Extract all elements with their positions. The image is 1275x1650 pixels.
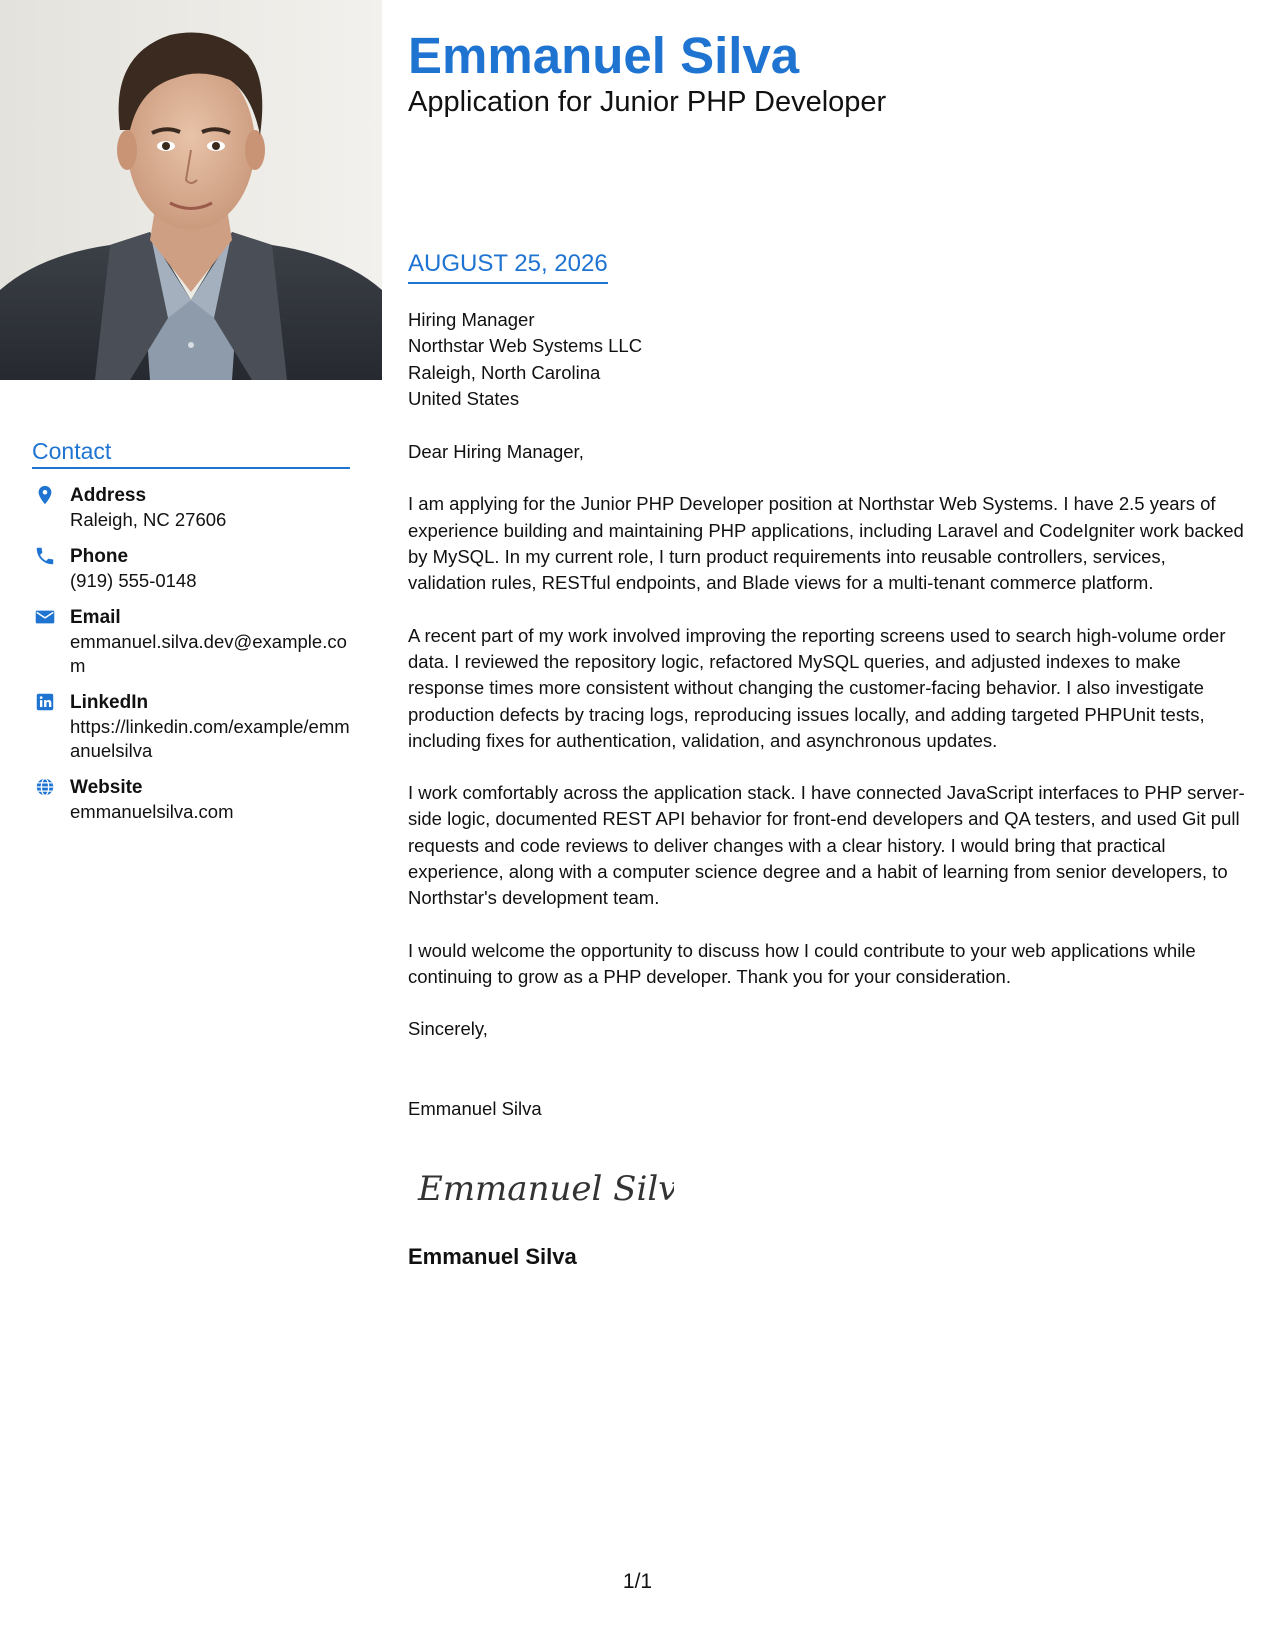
contact-value: emmanuelsilva.com bbox=[70, 801, 234, 822]
contact-label: Address bbox=[70, 485, 147, 506]
contact-website bbox=[32, 775, 350, 824]
linkedin-icon bbox=[34, 691, 56, 713]
contact-label: Website bbox=[70, 777, 143, 798]
letter-body bbox=[408, 307, 1248, 1122]
paragraph: I would welcome the opportunity to discuss how I could contribute to your web applications while continuing to grow as a PHP developer. Thank you for your consideration. bbox=[408, 939, 1196, 987]
contact-label: Phone bbox=[70, 546, 129, 567]
phone-icon bbox=[34, 545, 56, 567]
profile-photo bbox=[0, 0, 382, 380]
salutation: Dear Hiring Manager, bbox=[408, 441, 584, 463]
handwritten-signature bbox=[414, 1158, 674, 1218]
contact-phone bbox=[32, 544, 350, 593]
recipient-line: Northstar Web Systems LLC bbox=[408, 335, 643, 357]
closing: Sincerely, bbox=[408, 1018, 488, 1040]
recipient-line: Raleigh, North Carolina bbox=[408, 361, 601, 383]
application-subtitle: Application for Junior PHP Developer bbox=[408, 86, 887, 118]
contact-linkedin bbox=[32, 690, 350, 763]
applicant-name: Emmanuel Silva bbox=[408, 27, 800, 84]
paragraph: I am applying for the Junior PHP Developer position at Northstar Web Systems. I have 2.5 years of experience building and maintaining PHP applications, including Laravel and CodeIgniter work backed by MySQL. In my current role, I turn product requirements into reusable controllers, services, validation rules, RESTful endpoints, and Blade views for a multi-tenant commerce platform. bbox=[408, 493, 1244, 594]
contact-value: (919) 555-0148 bbox=[70, 570, 197, 591]
recipient-block bbox=[408, 307, 1248, 412]
letter-date: AUGUST 25, 2026 bbox=[408, 250, 608, 284]
printed-name: Emmanuel Silva bbox=[408, 1097, 542, 1119]
recipient-line: United States bbox=[408, 387, 520, 409]
globe-icon bbox=[34, 776, 56, 798]
signature-name: Emmanuel Silva bbox=[408, 1244, 577, 1269]
contact-value: https://linkedin.com/example/emmanuelsilva bbox=[70, 716, 350, 761]
contact-label: Email bbox=[70, 607, 121, 628]
contact-address bbox=[32, 483, 350, 532]
map-pin-icon bbox=[34, 484, 56, 506]
paragraph: A recent part of my work involved improving the reporting screens used to search high-volume order data. I reviewed the repository logic, refactored MySQL queries, and adjusted indexes to make response times more consistent without changing the customer-facing behavior. I also investigate production defects by tracing logs, reproducing issues locally, and adding targeted PHPUnit tests, including fixes for authentication, validation, and asynchronous updates. bbox=[408, 624, 1226, 751]
contact-section bbox=[32, 438, 350, 824]
contact-value: emmanuel.silva.dev@example.com bbox=[70, 631, 347, 676]
paragraph: I work comfortably across the application stack. I have connected JavaScript interfaces to PHP server-side logic, documented REST API behavior for front-end developers and QA testers, and used Git pull requests and code reviews to deliver changes with a clear history. I would bring that practical experience, along with a computer science degree and a habit of learning from senior developers, to Northstar's development team. bbox=[408, 782, 1245, 909]
envelope-icon bbox=[34, 606, 56, 628]
contact-label: LinkedIn bbox=[70, 692, 149, 713]
contact-heading: Contact bbox=[32, 438, 350, 469]
signature-glyphs: Emmanuel Silva bbox=[418, 1169, 674, 1209]
page-number: 1/1 bbox=[622, 1570, 653, 1593]
contact-email bbox=[32, 605, 350, 678]
recipient-line: Hiring Manager bbox=[408, 309, 535, 330]
contact-value: Raleigh, NC 27606 bbox=[70, 509, 227, 530]
sidebar bbox=[0, 0, 382, 1650]
